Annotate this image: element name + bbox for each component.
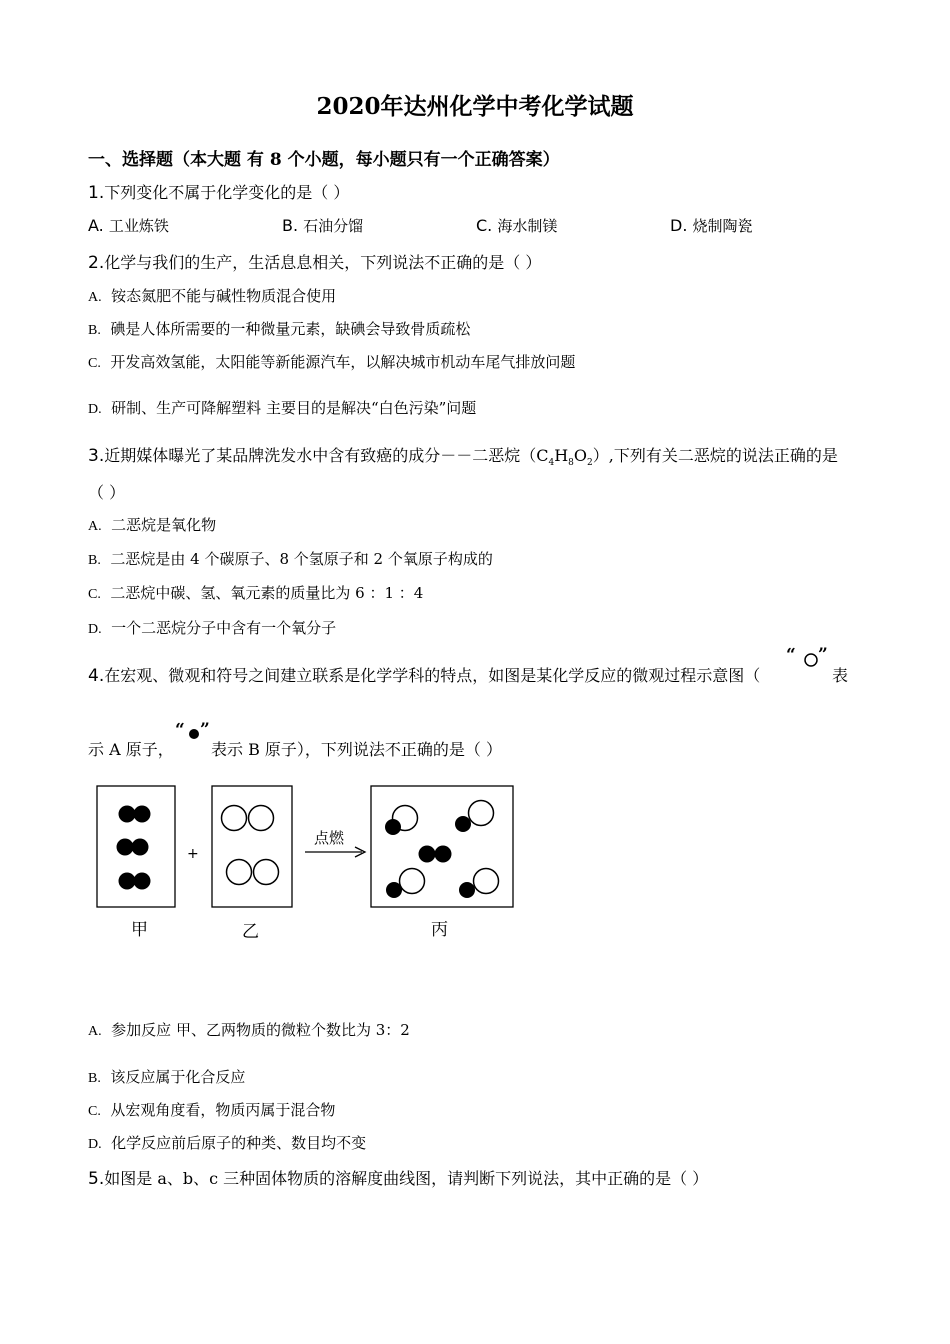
option-letter: B.	[88, 1071, 101, 1086]
question-stem-end: 表	[832, 666, 849, 685]
question-4	[88, 663, 760, 686]
option-letter: B.	[88, 553, 101, 568]
yi-molecules	[222, 806, 279, 885]
option-text: 铵态氮肥不能与碱性物质混合使用	[111, 287, 337, 305]
option-text: 开发高效氢能，太阳能等新能源汽车，以解决城市机动车尾气排放问题	[110, 353, 576, 371]
option-letter: A.	[88, 216, 104, 235]
question-number: 4.	[88, 666, 105, 686]
label-jia: 甲	[131, 920, 148, 940]
question-number: 2.	[88, 253, 105, 273]
question-3-bracket: （ ）	[88, 483, 126, 502]
option-letter: C.	[476, 216, 493, 235]
q4-option-a[interactable]	[88, 1019, 410, 1040]
legend-filled-circle	[175, 720, 215, 750]
q1-option-b[interactable]	[282, 215, 363, 236]
option-text: 工业炼铁	[108, 217, 169, 235]
option-text: 碘是人体所需要的一种微量元素，缺碘会导致骨质疏松	[110, 320, 471, 338]
question-stem: 下列变化不属于化学变化的是（ ）	[104, 183, 350, 202]
question-number: 3.	[88, 446, 105, 466]
option-text: 参加反应 甲、乙两物质的微粒个数比为 3：2	[111, 1021, 410, 1039]
option-letter: C.	[88, 356, 101, 371]
arrow-label: 点燃	[314, 829, 345, 847]
option-text: 从宏观角度看，物质丙属于混合物	[110, 1101, 336, 1119]
q4-option-d[interactable]	[88, 1132, 366, 1153]
option-text: 一个二恶烷分子中含有一个氧分子	[111, 619, 337, 637]
bing-molecules	[385, 801, 499, 899]
question-4-line2-a: 示 A 原子，	[88, 740, 174, 759]
open-circle-icon	[803, 652, 819, 668]
option-letter: C.	[88, 587, 101, 602]
box-yi	[212, 786, 292, 907]
legend-open-circle	[786, 645, 836, 675]
option-letter: A.	[88, 290, 102, 305]
quote-open: “	[786, 645, 796, 665]
option-letter: D.	[88, 402, 102, 417]
q3-option-d[interactable]	[88, 617, 336, 638]
question-1	[88, 180, 349, 203]
filled-circle-icon	[187, 727, 201, 741]
quote-close: ”	[200, 720, 210, 740]
option-letter: A.	[88, 1024, 102, 1039]
question-2	[88, 250, 541, 273]
option-text: 烧制陶瓷	[692, 217, 753, 235]
question-stem: 近期媒体曝光了某品牌洗发水中含有致癌的成分－－二恶烷（C	[104, 446, 549, 465]
option-text: 石油分馏	[303, 217, 364, 235]
q1-option-a[interactable]	[88, 215, 169, 236]
option-letter: A.	[88, 519, 102, 534]
plus-sign: +	[187, 846, 199, 862]
question-stem-cont: ）,下列有关二恶烷的说法正确的是	[592, 446, 838, 465]
label-bing: 丙	[431, 920, 448, 940]
option-text: 研制、生产可降解塑料 主要目的是解决“白色污染”问题	[111, 399, 477, 417]
quote-open: “	[175, 720, 185, 740]
reaction-diagram	[90, 780, 530, 950]
formula-o: O	[573, 446, 588, 465]
option-letter: D.	[670, 216, 688, 235]
q3-option-a[interactable]	[88, 514, 216, 535]
option-letter: B.	[282, 216, 299, 235]
question-stem: 化学与我们的生产，生活息息相关，下列说法不正确的是（ ）	[104, 253, 542, 272]
q1-option-c[interactable]	[476, 215, 557, 236]
option-letter: B.	[88, 323, 101, 338]
section-heading: 一、选择题（本大题 有 8 个小题，每小题只有一个正确答案）	[88, 150, 560, 170]
q2-option-a[interactable]	[88, 285, 336, 306]
option-text: 化学反应前后原子的种类、数目均不变	[111, 1134, 367, 1152]
label-yi: 乙	[242, 922, 259, 942]
option-letter: D.	[88, 1137, 102, 1152]
quote-close: ”	[818, 645, 828, 665]
q3-option-b[interactable]	[88, 548, 493, 569]
question-stem: 在宏观、微观和符号之间建立联系是化学学科的特点，如图是某化学反应的微观过程示意图（	[104, 666, 761, 685]
jia-molecules	[117, 806, 151, 890]
page-title: 2020年达州化学中考化学试题	[316, 93, 634, 120]
q2-option-b[interactable]	[88, 318, 470, 339]
q1-option-d[interactable]	[670, 215, 753, 236]
question-3	[88, 443, 838, 468]
q4-option-b[interactable]	[88, 1066, 245, 1087]
q3-option-c[interactable]	[88, 582, 423, 603]
question-stem: 如图是 a、b、c 三种固体物质的溶解度曲线图，请判断下列说法，其中正确的是（ ）	[104, 1169, 709, 1188]
q4-option-c[interactable]	[88, 1099, 335, 1120]
subscript-4: 4	[548, 458, 555, 469]
option-letter: C.	[88, 1104, 101, 1119]
option-text: 海水制镁	[497, 217, 558, 235]
option-letter: D.	[88, 622, 102, 637]
question-number: 5.	[88, 1169, 105, 1189]
q2-option-d[interactable]	[88, 397, 476, 418]
question-number: 1.	[88, 183, 105, 203]
option-text: 二恶烷是由 4 个碳原子、8 个氢原子和 2 个氧原子构成的	[110, 550, 493, 568]
formula-h: H	[554, 446, 569, 465]
subscript-2: 2	[587, 458, 593, 469]
subscript-8: 8	[568, 458, 574, 469]
option-text: 该反应属于化合反应	[110, 1068, 246, 1086]
question-5	[88, 1166, 708, 1189]
question-4-line2-b: 表示 B 原子），下列说法不正确的是（ ）	[211, 740, 503, 759]
option-text: 二恶烷是氧化物	[111, 516, 217, 534]
q2-option-c[interactable]	[88, 351, 575, 372]
option-text: 二恶烷中碳、氢、氧元素的质量比为 6 ：1 ：4	[110, 584, 424, 602]
